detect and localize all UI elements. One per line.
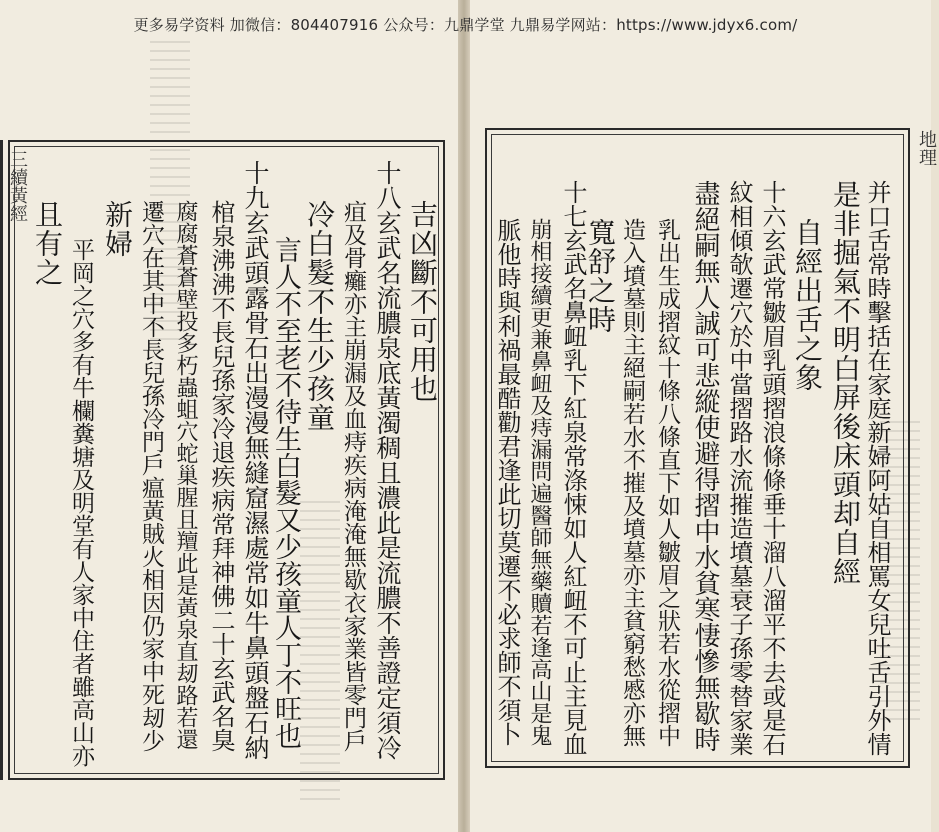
right-column-4: 十六玄武常皺眉乳頭摺浪條條垂十溜八溜平不去或是石 bbox=[758, 180, 786, 756]
left-spine-label: 三續黃經 bbox=[7, 150, 28, 222]
right-column-3: 自經出舌之象 bbox=[791, 218, 824, 392]
right-spine-label: 地理 bbox=[916, 130, 937, 166]
right-column-9: 寬舒之時 bbox=[584, 218, 617, 334]
left-column-3: 疽及骨癱亦主崩漏及血痔疾病淹淹無歇衣家業皆零門戶 bbox=[340, 200, 366, 752]
left-column-11: 平岡之穴多有牛欄糞塘及明堂有人家中住者雖高山亦 bbox=[68, 238, 94, 767]
right-column-2: 是非掘氣不明白屏後床頭却自經 bbox=[829, 180, 862, 586]
left-column-5: 言人不至老不待生白髮又少孩童人丁不旺也 bbox=[270, 236, 301, 749]
right-column-7: 乳出生成摺紋十條八條直下如人皺眉之狀若水從摺中 bbox=[654, 218, 680, 747]
right-column-6: 盡絕嗣無人誠可悲縱使避得摺中水貧寒悽慘無歇時 bbox=[690, 180, 720, 752]
left-column-8: 腐腐蒼蒼壁投多朽蟲蛆穴蛇巢腥且羶此是黃泉直刼路若還 bbox=[173, 200, 198, 750]
left-column-6: 十九玄武頭露骨石出漫漫無縫窟濕處常如牛鼻頭盤石納 bbox=[241, 160, 270, 760]
right-column-12: 脈他時與利禍最酷勸君逢此切莫遷不必求師不須卜 bbox=[493, 218, 521, 746]
book-gutter bbox=[458, 0, 470, 832]
left-column-2: 十八玄武名流膿泉底黃濁稠且濃此是流膿不善證定須冷 bbox=[373, 160, 402, 760]
left-column-7: 棺泉沸沸不長兒孫家冷退疾病常拜神佛二十玄武名臭 bbox=[207, 200, 235, 752]
right-column-1: 并口舌常時擊括在家庭新婦阿姑自相罵女兒吐舌引外情 bbox=[863, 180, 891, 756]
watermark-banner: 更多易学资料 加微信：804407916 公众号：九鼎学堂 九鼎易学网站：https://www.jdyx6.com/ bbox=[133, 16, 798, 34]
left-column-1: 吉凶斷不可用也 bbox=[406, 200, 439, 403]
left-column-4: 冷白髮不生少孩童 bbox=[303, 200, 336, 432]
right-column-8: 造入墳墓則主絕嗣若水不摧及墳墓亦主貧窮愁慼亦無 bbox=[619, 218, 645, 747]
right-column-11: 崩相接續更兼鼻衄及痔漏問遍醫師無藥贖若逢高山是鬼 bbox=[527, 218, 552, 746]
right-column-10: 十七玄武名鼻衄乳下紅泉常涤悚如人紅衄不可止主見血 bbox=[559, 180, 587, 756]
right-column-5: 紋相傾欹遷穴於中當摺路水流摧造墳墓衰子孫零替家業 bbox=[725, 180, 753, 756]
left-column-9: 遷穴在其中不長兒孫冷門戶瘟黃賊火相因仍家中死刼少 bbox=[138, 200, 164, 752]
left-column-12: 且有之 bbox=[31, 200, 64, 287]
left-column-10: 新婦 bbox=[101, 200, 134, 258]
